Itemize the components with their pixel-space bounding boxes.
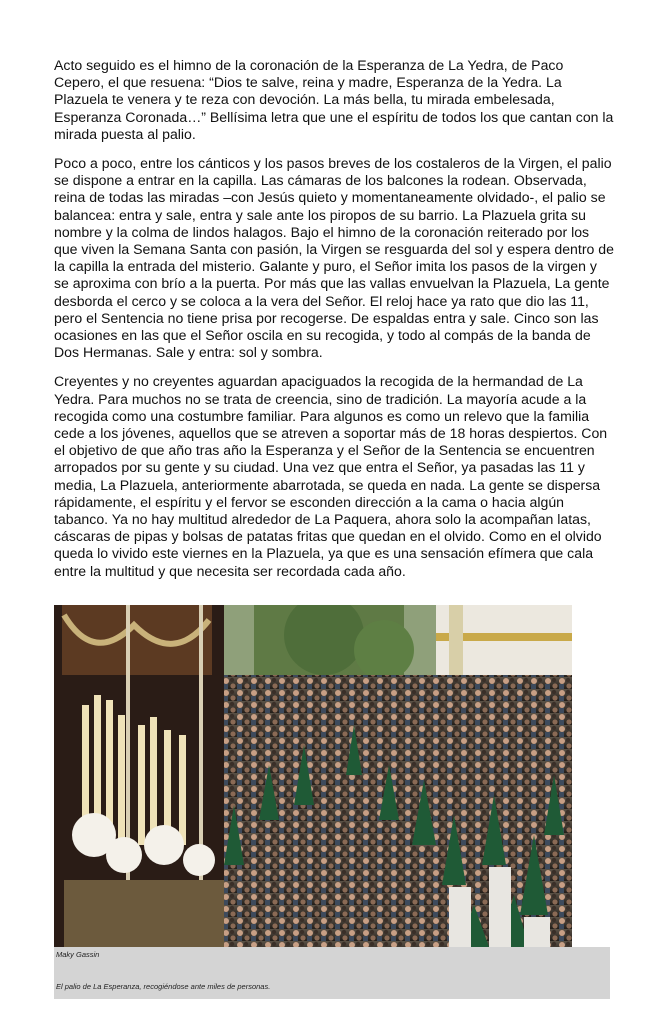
procession-photo-illustration [54, 605, 572, 947]
photo-caption: El palio de La Esperanza, recogiéndose ante miles de personas. [56, 982, 271, 991]
article-body [54, 57, 614, 592]
procession-photo [54, 605, 572, 947]
paragraph-1: Acto seguido es el himno de la coronación de la Esperanza de La Yedra, de Paco Cepero, el que resuena: “Dios te salve, reina y madre, Esperanza de la Yedra. La Plazuela te venera y te reza con devoción. La más bella, tu mirada embelesada, Esperanza Coronada…” Bellísima letra que une el espíritu de todos los que cantan con la mirada puesta al palio. [54, 57, 614, 142]
paragraph-3: Creyentes y no creyentes aguardan apaciguados la recogida de la hermandad de La Yedra. Para muchos no se trata de creencia, sino de tradición. La mayoría acude a la recogida como una costumbre familiar. Para algunos es como un relevo que la familia cede a los jóvenes, aquellos que se atreven a soportar más de 18 horas despiertos. Con el objetivo de que año tras año la Esperanza y el Señor de la Sentencia se encuentren arropados por su gente y su ciudad. Una vez que entra el Señor, ya pasadas las 11 y media, La Plazuela, anteriormente abarrotada, se queda en nada. La gente se dispersa rápidamente, el espíritu y el fervor se esconden dirección a la cama o hacia algún tabanco. Ya no hay multitud alrededor de La Paquera, ahora solo la acompañan latas, cáscaras de pipas y bolsas de patatas fritas que quedan en el olvido. Como en el olvido queda lo vivido este viernes en la Plazuela, ya que es una sensación efímera que cala entre la multitud y que necesita ser recordada cada año. [54, 373, 608, 579]
caption-bar [54, 947, 610, 999]
paragraph-2: Poco a poco, entre los cánticos y los pasos breves de los costaleros de la Virgen, el palio se dispone a entrar en la capilla. Las cámaras de los balcones la rodean. Observada, reina de todas las miradas –con Jesús quieto y momentaneamente olvidado-, el palio se balancea: entra y sale, entra y sale ante los piropos de su barrio. La Plazuela grita su nombre y la colma de lindos halagos. Bajo el himno de la coronación reiterado por los que viven la Semana Santa con pasión, la Virgen se resguarda del sol y espera dentro de la capilla la entrada del misterio. Galante y puro, el Señor imita los pasos de la virgen y se aproxima con brío a la puerta. Por más que las vallas envuelvan la Plazuela, La gente desborda el cerco y se coloca a la vera del Señor. El reloj hace ya rato que dio las 11, pero el Sentencia no tiene prisa por recogerse. De espaldas entra y sale. Cinco son las ocasiones en las que el Señor oscila en su recogida, y todo al compás de la banda de Dos Hermanas. Sale y entra: sol y sombra. [54, 155, 614, 361]
photo-credit: Maky Gassin [56, 950, 100, 959]
photo-figure [54, 605, 610, 997]
